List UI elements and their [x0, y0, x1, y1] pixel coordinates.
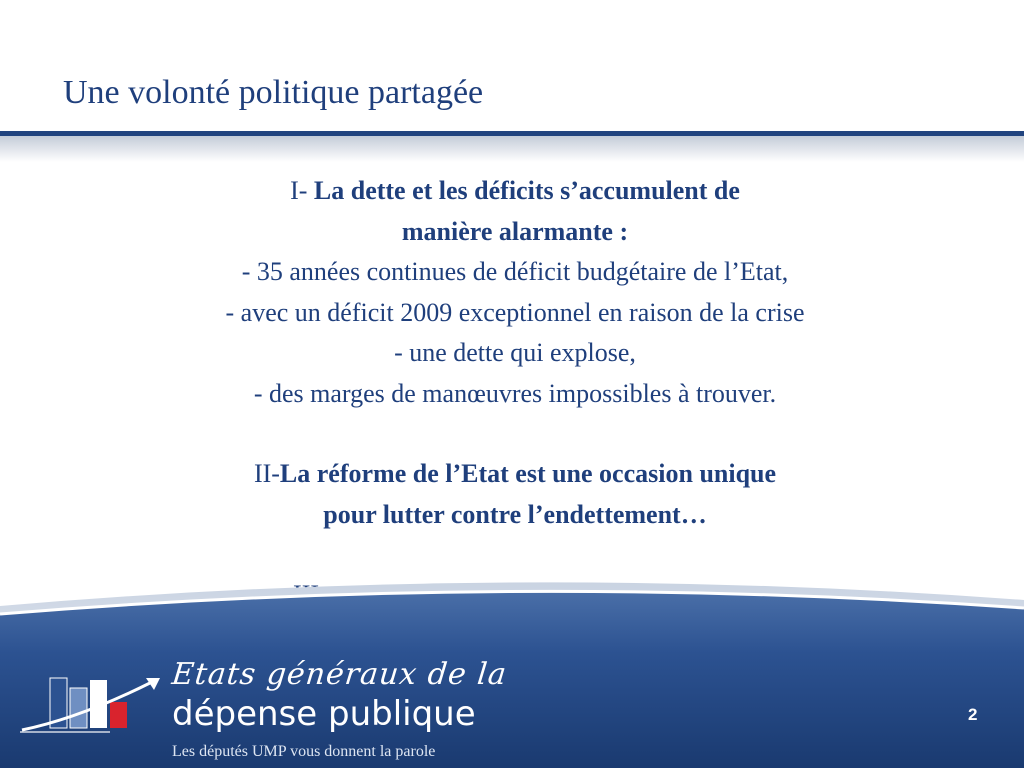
- title-divider-shadow: [0, 136, 1024, 162]
- bullet-item: - une dette qui explose,: [394, 338, 636, 367]
- footer-banner: [0, 570, 1024, 768]
- page-number: 2: [968, 705, 978, 724]
- bullet-item: - 35 années continues de déficit budgétaire de l’Etat,: [241, 257, 789, 286]
- section-2-heading: [60, 454, 970, 495]
- footer-tagline: Les députés UMP vous donnent la parole: [172, 743, 436, 760]
- logo-line-1: Etats généraux de la: [170, 657, 509, 692]
- section-1-heading-line-1: La dette et les déficits s’accumulent de: [313, 176, 740, 205]
- slide-body: [60, 171, 970, 616]
- section-1-heading: [60, 171, 970, 212]
- spacer: [60, 414, 970, 454]
- section-2-prefix: II-: [253, 459, 280, 488]
- spacer: [60, 535, 970, 575]
- section-1-prefix: I-: [290, 176, 314, 205]
- slide-title: Une volonté politique partagée: [63, 74, 484, 111]
- section-2-heading-cont: [60, 495, 970, 536]
- bullet-item: - avec un déficit 2009 exceptionnel en raison de la crise: [225, 297, 805, 327]
- section-1-heading-line-2: manière alarmante :: [401, 216, 629, 246]
- logo-line-2: dépense publique: [172, 694, 476, 734]
- section-2-heading-line-1: La réforme de l’Etat est une occasion unique: [279, 459, 777, 488]
- bullet-item: - des marges de manœuvres impossibles à trouver.: [253, 378, 777, 408]
- section-2-heading-line-2: pour lutter contre l’endettement…: [323, 499, 707, 529]
- section-1-heading-cont: [60, 212, 970, 253]
